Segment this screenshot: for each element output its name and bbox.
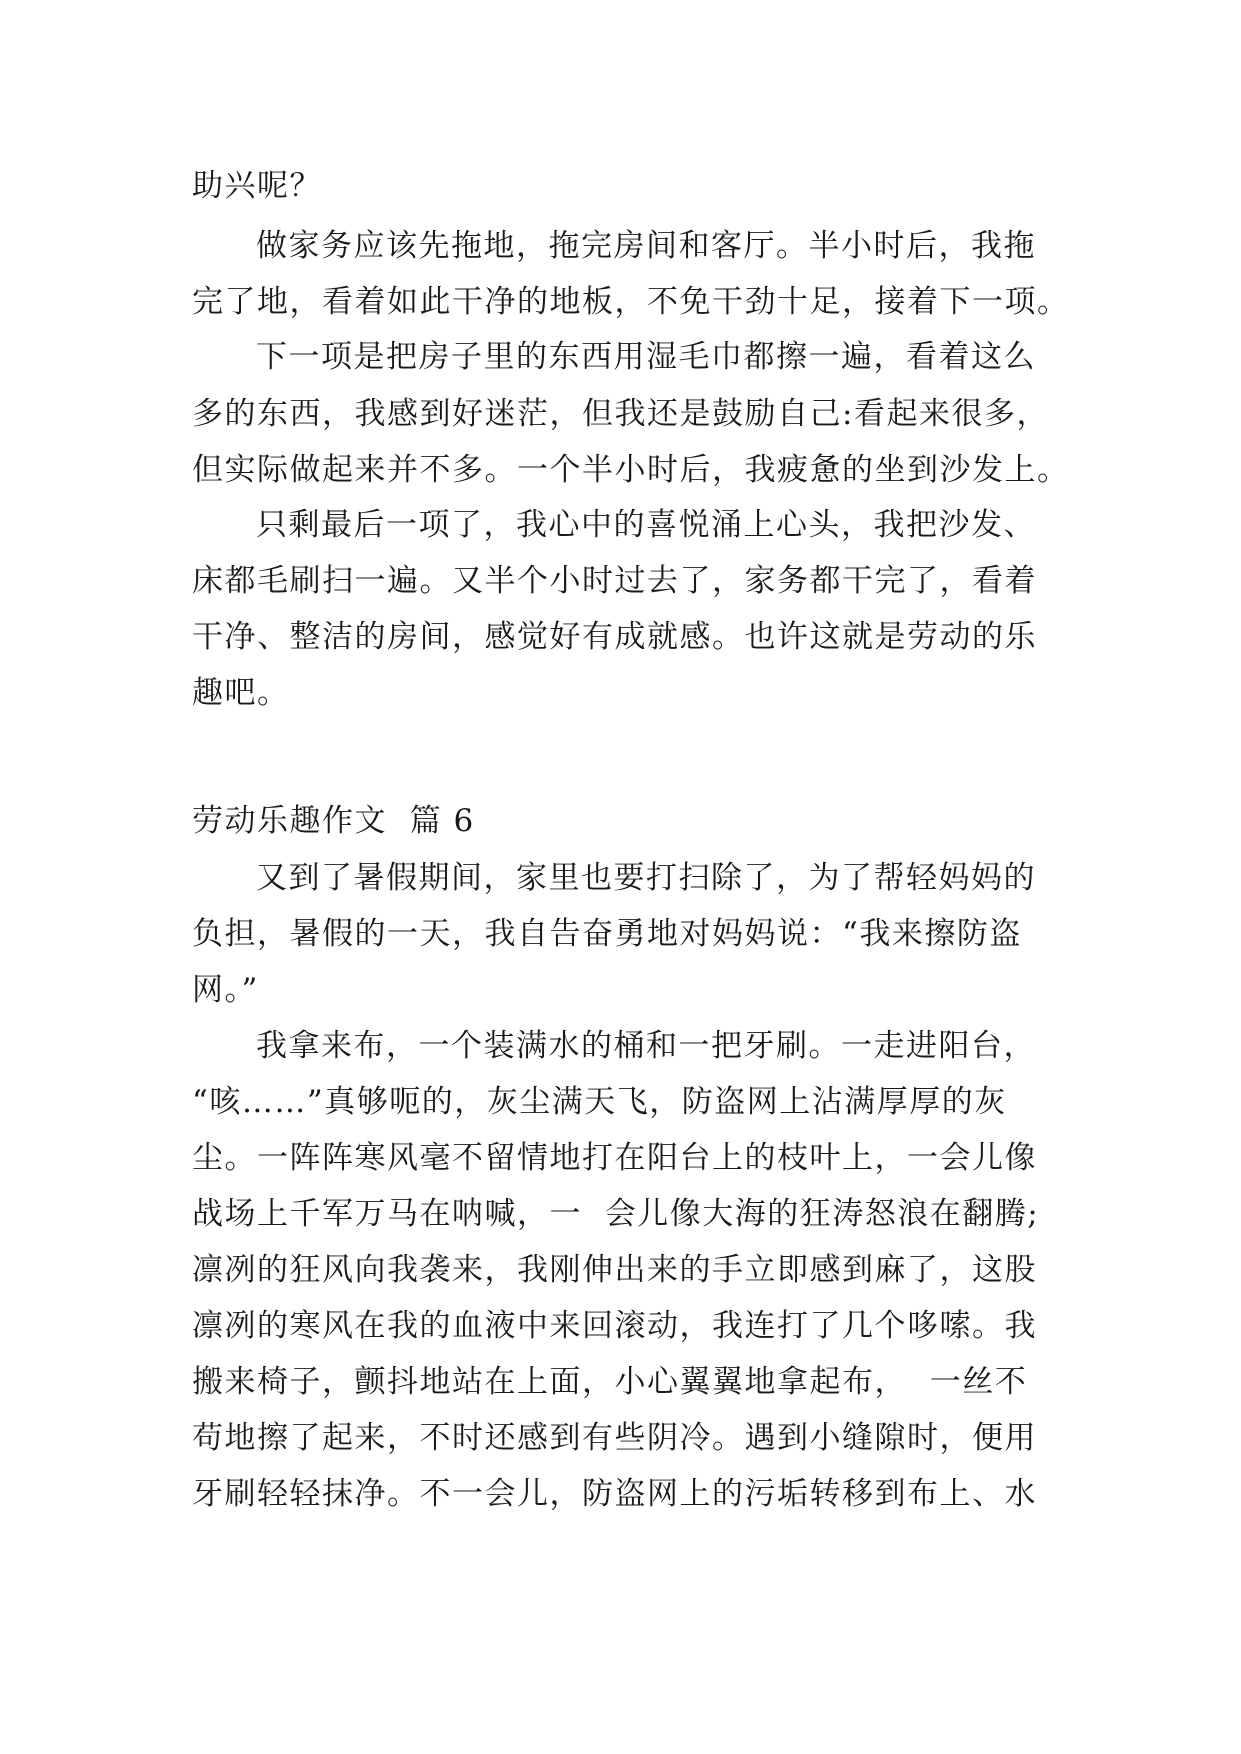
text-line: “咳……”真够呃的，灰尘满天飞，防盗网上沾满厚厚的灰 (192, 1084, 1007, 1120)
text-line: 干净、整洁的房间，感觉好有成就感。也许这就是劳动的乐 (192, 619, 1037, 655)
text-line: 助兴呢？ (192, 168, 322, 204)
text-line: 凛冽的狂风向我袭来，我刚伸出来的手立即感到麻了，这股 (192, 1252, 1037, 1288)
section-heading: 劳动乐趣作文 篇 6 (192, 803, 475, 839)
paragraph-first-line: 做家务应该先拖地，拖完房间和客厅。半小时后，我拖 (256, 228, 1036, 264)
text-line: 战场上千军万马在呐喊，一 会儿像大海的狂涛怒浪在翻腾; (192, 1196, 1040, 1232)
text-line: 牙刷轻轻抹净。不一会儿，防盗网上的污垢转移到布上、水 (192, 1476, 1037, 1512)
text-line: 趣吧。 (192, 675, 290, 711)
text-line: 苟地擦了起来，不时还感到有些阴冷。遇到小缝隙时，便用 (192, 1420, 1037, 1456)
paragraph-first-line: 下一项是把房子里的东西用湿毛巾都擦一遍，看着这么 (256, 339, 1036, 375)
text-line: 网。” (192, 972, 259, 1008)
paragraph-first-line: 又到了暑假期间，家里也要打扫除了，为了帮轻妈妈的 (256, 860, 1036, 896)
text-line: 尘。一阵阵寒风毫不留情地打在阳台上的枝叶上，一会儿像 (192, 1140, 1037, 1176)
paragraph-first-line: 只剩最后一项了，我心中的喜悦涌上心头，我把沙发、 (256, 507, 1036, 543)
text-line: 负担，暑假的一天，我自告奋勇地对妈妈说：“我来擦防盗 (192, 916, 1022, 952)
text-line: 多的东西，我感到好迷茫，但我还是鼓励自己:看起来很多， (192, 396, 1049, 432)
text-line: 完了地，看着如此干净的地板，不免干劲十足，接着下一项。 (192, 284, 1070, 320)
text-line: 凛冽的寒风在我的血液中来回滚动，我连打了几个哆嗦。我 (192, 1308, 1037, 1344)
text-line: 床都毛刷扫一遍。又半个小时过去了，家务都干完了，看着 (192, 563, 1037, 599)
text-line: 但实际做起来并不多。一个半小时后，我疲惫的坐到沙发上。 (192, 452, 1070, 488)
text-line: 搬来椅子，颤抖地站在上面，小心翼翼地拿起布， 一丝不 (192, 1364, 1028, 1400)
paragraph-first-line: 我拿来布，一个装满水的桶和一把牙刷。一走进阳台， (256, 1028, 1036, 1064)
